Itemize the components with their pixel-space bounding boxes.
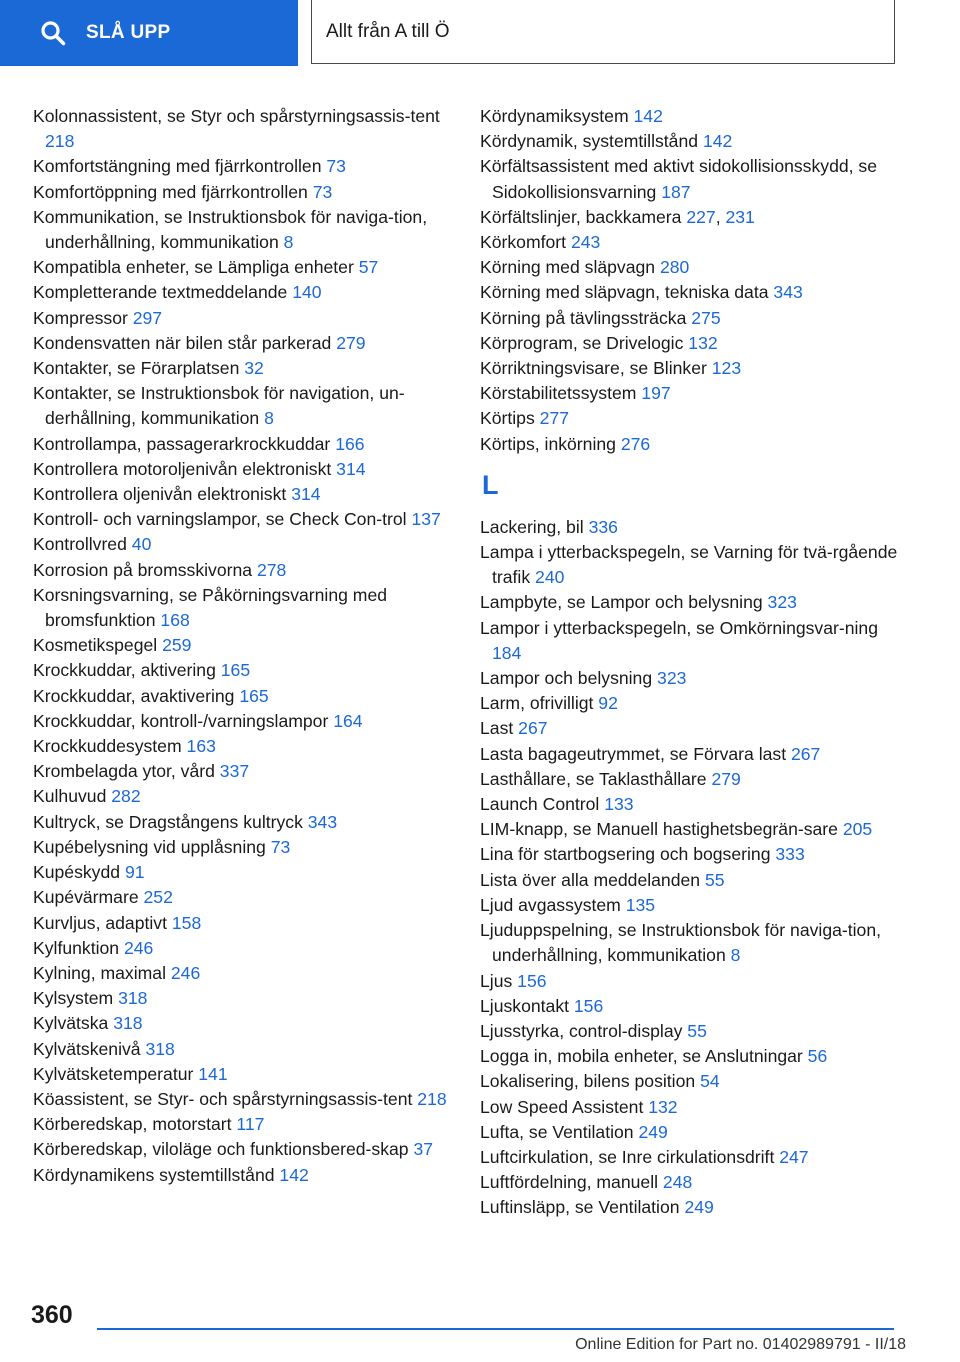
index-entry bbox=[480, 666, 900, 691]
index-entry bbox=[480, 590, 900, 615]
index-entry bbox=[33, 961, 453, 986]
index-entry-text: Kurvljus, adaptivt bbox=[33, 912, 167, 933]
index-entry bbox=[33, 684, 453, 709]
page-link[interactable]: 140 bbox=[292, 282, 322, 303]
page-link[interactable]: 132 bbox=[688, 332, 718, 353]
page-link[interactable]: 333 bbox=[775, 844, 805, 865]
index-entry-text: Körstabilitetssystem bbox=[480, 383, 637, 404]
index-entry-text: Last bbox=[480, 718, 514, 739]
index-entry bbox=[480, 356, 900, 381]
index-entry-text: Larm, ofrivilligt bbox=[480, 693, 594, 714]
index-group-l bbox=[480, 515, 900, 1221]
index-entry-text: Lackering, bil bbox=[480, 516, 584, 537]
index-entry-text: Lina för startbogsering och bogsering bbox=[480, 844, 771, 865]
index-entry bbox=[33, 1011, 453, 1036]
index-entry-text: Komfortöppning med fjärrkontrollen bbox=[33, 181, 308, 202]
index-entry bbox=[480, 1120, 900, 1145]
page-link[interactable]: 165 bbox=[239, 685, 269, 706]
index-column-left bbox=[33, 104, 453, 1188]
index-entry-text: Lampor i ytterbackspegeln, se Omkörningsvar-ning bbox=[480, 617, 878, 638]
page-link[interactable]: 318 bbox=[145, 1038, 175, 1059]
footer-edition: Online Edition for Part no. 01402989791 - II/18 bbox=[575, 1336, 906, 1353]
index-entry bbox=[33, 784, 453, 809]
index-entry-text: Lampbyte, se Lampor och belysning bbox=[480, 592, 763, 613]
page-link[interactable]: 278 bbox=[256, 559, 287, 580]
index-entry-text: Kompletterande textmeddelande bbox=[33, 282, 288, 303]
index-entry-text: Körfältsassistent med aktivt sidokollisionsskydd, se Sidokollisionsvarning bbox=[480, 156, 878, 202]
page-link[interactable]: 246 bbox=[170, 962, 201, 983]
index-entry-text: Kylvätsketemperatur bbox=[33, 1063, 194, 1084]
index-entry-text: Lasthållare, se Taklasthållare bbox=[480, 768, 707, 789]
index-column-right bbox=[480, 104, 900, 1221]
index-entry bbox=[33, 205, 453, 255]
page-link[interactable]: 8 bbox=[264, 408, 274, 429]
index-entry-text: Kupévärmare bbox=[33, 887, 139, 908]
index-entry bbox=[33, 759, 453, 784]
page-link[interactable]: 343 bbox=[773, 282, 803, 303]
index-entry-text: Krockkuddar, kontroll-/varningslampor bbox=[33, 710, 329, 731]
page-link[interactable]: 240 bbox=[535, 567, 565, 588]
page-link[interactable]: 249 bbox=[638, 1121, 668, 1142]
index-entry bbox=[33, 104, 453, 154]
index-entry bbox=[480, 716, 900, 741]
page-link[interactable]: 279 bbox=[336, 332, 366, 353]
index-entry bbox=[480, 104, 900, 129]
page-link[interactable]: 275 bbox=[691, 307, 721, 328]
index-entry bbox=[480, 742, 900, 767]
index-entry bbox=[33, 306, 453, 331]
index-entry-text: Ljusstyrka, control-display bbox=[480, 1020, 683, 1041]
index-entry-text: Luftfördelning, manuell bbox=[480, 1172, 659, 1193]
index-entry-text: Krockkuddar, aktivering bbox=[33, 660, 216, 681]
page-link[interactable]: 164 bbox=[333, 710, 363, 731]
page-link[interactable]: 141 bbox=[198, 1063, 228, 1084]
page-link[interactable]: 55 bbox=[687, 1020, 707, 1041]
index-entry-text: Kylvätskenivå bbox=[33, 1038, 141, 1059]
page-link[interactable]: 73 bbox=[312, 181, 333, 202]
page-link[interactable]: 37 bbox=[413, 1139, 434, 1160]
index-entry-text: Kördynamikens systemtillstånd bbox=[33, 1164, 275, 1185]
index-entry-text: Kupéskydd bbox=[33, 862, 121, 883]
index-entry-text: Lokalisering, bilens position bbox=[480, 1071, 696, 1092]
index-entry bbox=[480, 969, 900, 994]
page-link[interactable]: 184 bbox=[492, 642, 522, 663]
index-entry bbox=[480, 331, 900, 356]
index-entry-text: Kommunikation, se Instruktionsbok för naviga-tion, underhållning, kommunikation bbox=[33, 206, 428, 253]
page-link[interactable]: 276 bbox=[620, 433, 651, 454]
page-link[interactable]: 249 bbox=[684, 1197, 714, 1218]
index-entry-text: Lista över alla meddelanden bbox=[480, 869, 701, 890]
index-entry bbox=[33, 1062, 453, 1087]
index-entry-text: Krombelagda ytor, vård bbox=[33, 761, 215, 782]
search-icon bbox=[40, 20, 66, 46]
index-entry bbox=[480, 691, 900, 716]
index-entry-text: Logga in, mobila enheter, se Anslutningar bbox=[480, 1046, 803, 1067]
page-link[interactable]: 318 bbox=[113, 1013, 143, 1034]
index-entry-text: Körtips, inkörning bbox=[480, 433, 616, 454]
page-link[interactable]: 57 bbox=[358, 257, 379, 278]
index-entry bbox=[33, 558, 453, 583]
page-link[interactable]: 40 bbox=[131, 534, 152, 555]
page-link[interactable]: 142 bbox=[279, 1164, 309, 1185]
page-link[interactable]: 318 bbox=[118, 988, 148, 1009]
index-entry-text: Ljuskontakt bbox=[480, 995, 569, 1016]
page-link[interactable]: 133 bbox=[604, 794, 634, 815]
index-entry bbox=[33, 1163, 453, 1188]
page-link[interactable]: 137 bbox=[411, 509, 441, 530]
index-entry-text: Kylsystem bbox=[33, 988, 114, 1009]
index-entry bbox=[33, 432, 453, 457]
index-entry bbox=[480, 406, 900, 431]
index-entry bbox=[33, 1137, 453, 1162]
page-link[interactable]: 91 bbox=[124, 862, 145, 883]
page-link[interactable]: 227 bbox=[686, 206, 716, 227]
index-entry-text: Kontakter, se Förarplatsen bbox=[33, 358, 240, 379]
index-entry-text: Körfältslinjer, backkamera bbox=[480, 206, 682, 227]
page-link[interactable]: 252 bbox=[143, 887, 173, 908]
index-entry bbox=[480, 817, 900, 842]
page-link[interactable]: 92 bbox=[598, 693, 618, 714]
page-link[interactable]: 267 bbox=[518, 718, 548, 739]
index-entry-text: Körkomfort bbox=[480, 232, 567, 253]
index-entry-text: Low Speed Assistent bbox=[480, 1096, 644, 1117]
page-link[interactable]: 123 bbox=[711, 358, 742, 379]
index-entry bbox=[480, 616, 900, 666]
page-link[interactable]: 247 bbox=[779, 1146, 809, 1167]
index-entry bbox=[33, 709, 453, 734]
index-entry bbox=[33, 583, 453, 633]
page-link[interactable]: 73 bbox=[326, 156, 346, 177]
index-entry bbox=[480, 842, 900, 867]
page-link[interactable]: 259 bbox=[162, 635, 192, 656]
index-entry bbox=[480, 994, 900, 1019]
index-entry bbox=[33, 482, 453, 507]
page-link[interactable]: 246 bbox=[123, 937, 154, 958]
page-link[interactable]: 267 bbox=[790, 743, 821, 764]
index-entry-text: Kördynamiksystem bbox=[480, 106, 629, 126]
index-entry-text: Körtips bbox=[480, 408, 535, 429]
index-entry-text: Kupébelysning vid upplåsning bbox=[33, 836, 266, 857]
index-entry bbox=[480, 540, 900, 590]
index-entry-text: Kontrollera oljenivån elektroniskt bbox=[33, 484, 287, 505]
page-link[interactable]: 135 bbox=[625, 894, 656, 915]
page-link[interactable]: 279 bbox=[711, 768, 741, 789]
page-link[interactable]: 163 bbox=[186, 736, 216, 757]
index-entry-text: Körberedskap, viloläge och funktionsbered-skap bbox=[33, 1139, 409, 1160]
page-link[interactable]: 32 bbox=[244, 358, 264, 379]
page-link[interactable]: 205 bbox=[842, 819, 873, 840]
page-link[interactable]: 231 bbox=[725, 206, 755, 227]
index-entry-text: Kultryck, se Dragstångens kultryck bbox=[33, 811, 303, 832]
index-entry bbox=[480, 280, 900, 305]
page-link[interactable]: 297 bbox=[132, 307, 163, 328]
index-entry bbox=[33, 507, 453, 532]
page-link[interactable]: 168 bbox=[160, 610, 190, 631]
index-entry-text: Kylning, maximal bbox=[33, 962, 166, 983]
index-entry bbox=[480, 893, 900, 918]
index-entry bbox=[33, 457, 453, 482]
index-entry-text: Kontrollampa, passagerarkrockkuddar bbox=[33, 433, 331, 454]
index-entry-text: Kontrollvred bbox=[33, 534, 127, 555]
index-entry-text: Körberedskap, motorstart bbox=[33, 1114, 232, 1135]
index-entry bbox=[33, 280, 453, 305]
page-link[interactable]: 280 bbox=[659, 257, 690, 278]
index-entry bbox=[33, 331, 453, 356]
page-link[interactable]: 282 bbox=[111, 786, 141, 807]
index-entry bbox=[33, 936, 453, 961]
index-entry bbox=[33, 356, 453, 381]
index-entry bbox=[480, 1044, 900, 1069]
index-entry bbox=[33, 885, 453, 910]
index-entry bbox=[33, 658, 453, 683]
index-entry bbox=[33, 532, 453, 557]
index-entry-text: Launch Control bbox=[480, 794, 600, 815]
index-entry-text: Kompressor bbox=[33, 307, 128, 328]
section-letter: L bbox=[482, 469, 499, 500]
index-entry bbox=[33, 1087, 453, 1112]
page-link[interactable]: 343 bbox=[307, 811, 338, 832]
page-link[interactable]: 314 bbox=[291, 484, 321, 505]
page-link[interactable]: 314 bbox=[336, 458, 366, 479]
index-entry bbox=[480, 432, 900, 457]
page-number: 360 bbox=[31, 1301, 73, 1329]
page-link[interactable]: 336 bbox=[588, 516, 618, 537]
index-entry bbox=[33, 1112, 453, 1137]
index-entry-text: Kontakter, se Instruktionsbok för navigation, un-derhållning, kommunikation bbox=[33, 383, 405, 429]
header bbox=[0, 0, 960, 66]
index-entry bbox=[480, 1019, 900, 1044]
index-entry bbox=[480, 255, 900, 280]
index-entry-text: Lasta bagageutrymmet, se Förvara last bbox=[480, 743, 787, 764]
search-button-label: SLÅ UPP bbox=[86, 22, 171, 43]
index-entry bbox=[33, 154, 453, 179]
index-entry bbox=[33, 1037, 453, 1062]
footer-divider bbox=[97, 1328, 894, 1330]
index-entry-text: Körning med släpvagn, tekniska data bbox=[480, 282, 769, 303]
page-link[interactable]: 277 bbox=[539, 408, 570, 429]
page-link[interactable]: 323 bbox=[767, 592, 797, 613]
index-entry-text: Körning på tävlingssträcka bbox=[480, 307, 687, 328]
page-link[interactable]: 132 bbox=[648, 1096, 678, 1117]
page-link[interactable]: 142 bbox=[633, 106, 663, 126]
index-entry-text: Kördynamik, systemtillstånd bbox=[480, 131, 699, 152]
index-entry bbox=[480, 381, 900, 406]
search-button[interactable] bbox=[0, 0, 298, 66]
index-entry-text: Kondensvatten när bilen står parkerad bbox=[33, 332, 332, 353]
index-entry-text: Kylfunktion bbox=[33, 937, 120, 958]
index-entry-text: Körning med släpvagn bbox=[480, 257, 656, 278]
page-link[interactable]: 218 bbox=[45, 131, 75, 152]
page-link[interactable]: 55 bbox=[704, 869, 725, 890]
index-entry bbox=[480, 1095, 900, 1120]
page-title-text: Allt från A till Ö bbox=[326, 20, 450, 42]
page-title bbox=[311, 0, 895, 64]
index-entry: Körfältslinjer, backkamera 227, 231 bbox=[480, 206, 755, 227]
index-entry bbox=[480, 230, 900, 255]
index-entry bbox=[480, 306, 900, 331]
page-link[interactable]: 156 bbox=[517, 970, 547, 991]
index-entry bbox=[33, 255, 453, 280]
index-entry bbox=[33, 860, 453, 885]
page-link[interactable]: 248 bbox=[662, 1172, 693, 1193]
index-group-k bbox=[480, 104, 900, 457]
index-entry bbox=[480, 154, 900, 204]
index-entry bbox=[33, 835, 453, 860]
index-entry-text: Kosmetikspegel bbox=[33, 635, 158, 656]
page-link[interactable]: 166 bbox=[335, 433, 365, 454]
index-entry-text: Lampor och belysning bbox=[480, 668, 653, 689]
page-link[interactable]: 73 bbox=[270, 836, 291, 857]
page-link[interactable]: 337 bbox=[219, 761, 250, 782]
index-entry-text: Krockkuddar, avaktivering bbox=[33, 685, 235, 706]
index-entry-text: Körriktningsvisare, se Blinker bbox=[480, 358, 707, 379]
index-entry bbox=[480, 767, 900, 792]
index-entry bbox=[480, 868, 900, 893]
page-link[interactable]: 117 bbox=[236, 1114, 265, 1135]
page-link[interactable]: 218 bbox=[417, 1088, 447, 1109]
index-entry-text: Komfortstängning med fjärrkontrollen bbox=[33, 156, 322, 177]
page-link[interactable]: 165 bbox=[220, 660, 251, 681]
index-entry bbox=[33, 381, 453, 431]
index-entry bbox=[33, 911, 453, 936]
page-link[interactable]: 156 bbox=[573, 995, 604, 1016]
page-link[interactable]: 8 bbox=[730, 945, 741, 966]
page-link[interactable]: 56 bbox=[807, 1046, 828, 1067]
index-entry bbox=[33, 180, 453, 205]
index-entry-text: Lufta, se Ventilation bbox=[480, 1121, 634, 1142]
page-link[interactable]: 187 bbox=[661, 181, 691, 202]
page-link[interactable]: 323 bbox=[657, 668, 687, 689]
index-entry-text: Kontroll- och varningslampor, se Check Con-trol bbox=[33, 509, 407, 530]
index-entry bbox=[33, 986, 453, 1011]
index-entry bbox=[480, 515, 900, 540]
index-entry-text: Luftinsläpp, se Ventilation bbox=[480, 1197, 680, 1218]
index-entry-text: Krockkuddesystem bbox=[33, 736, 182, 757]
index-entry-text: Körprogram, se Drivelogic bbox=[480, 332, 684, 353]
index-entry bbox=[480, 1145, 900, 1170]
page-link[interactable]: 54 bbox=[700, 1071, 720, 1092]
index-entry bbox=[33, 810, 453, 835]
index-entry-text: Korrosion på bromsskivorna bbox=[33, 559, 253, 580]
page-link[interactable]: 158 bbox=[171, 912, 202, 933]
index-entry-text: Kylvätska bbox=[33, 1013, 109, 1034]
index-entry bbox=[480, 1170, 900, 1195]
index-entry-text: Kolonnassistent, se Styr och spårstyrningsassis-tent bbox=[33, 106, 440, 126]
page-link[interactable]: 197 bbox=[641, 383, 671, 404]
page-link[interactable]: 142 bbox=[702, 131, 733, 152]
index-entry-text: LIM-knapp, se Manuell hastighetsbegrän-sare bbox=[480, 819, 838, 840]
index-entry-text: Kontrollera motoroljenivån elektroniskt bbox=[33, 458, 332, 479]
index-entry-text: Ljus bbox=[480, 970, 513, 991]
index-entry bbox=[480, 918, 900, 968]
index-entry-text: Luftcirkulation, se Inre cirkulationsdrift bbox=[480, 1146, 775, 1167]
index-entry bbox=[480, 1069, 900, 1094]
index-entry bbox=[33, 734, 453, 759]
index-entry-text: Ljuduppspelning, se Instruktionsbok för naviga-tion, underhållning, kommunikation bbox=[480, 920, 881, 966]
index-entry-text: Köassistent, se Styr- och spårstyrningsassis-tent bbox=[33, 1088, 413, 1109]
index-entry-text: Korsningsvarning, se Påkörningsvarning med bromsfunktion bbox=[33, 584, 388, 631]
index-entry-text: Ljud avgassystem bbox=[480, 894, 621, 915]
index-entry-text: Kulhuvud bbox=[33, 786, 107, 807]
index-entry bbox=[480, 129, 900, 154]
index-entry bbox=[480, 1195, 900, 1220]
index-entry bbox=[33, 633, 453, 658]
page-link[interactable]: 8 bbox=[283, 232, 294, 253]
index-entry-text: Kompatibla enheter, se Lämpliga enheter bbox=[33, 257, 354, 278]
index-entry bbox=[480, 792, 900, 817]
page-link[interactable]: 243 bbox=[570, 232, 601, 253]
index-entry-text: Lampa i ytterbackspegeln, se Varning för tvä-rgående trafik bbox=[480, 542, 898, 588]
